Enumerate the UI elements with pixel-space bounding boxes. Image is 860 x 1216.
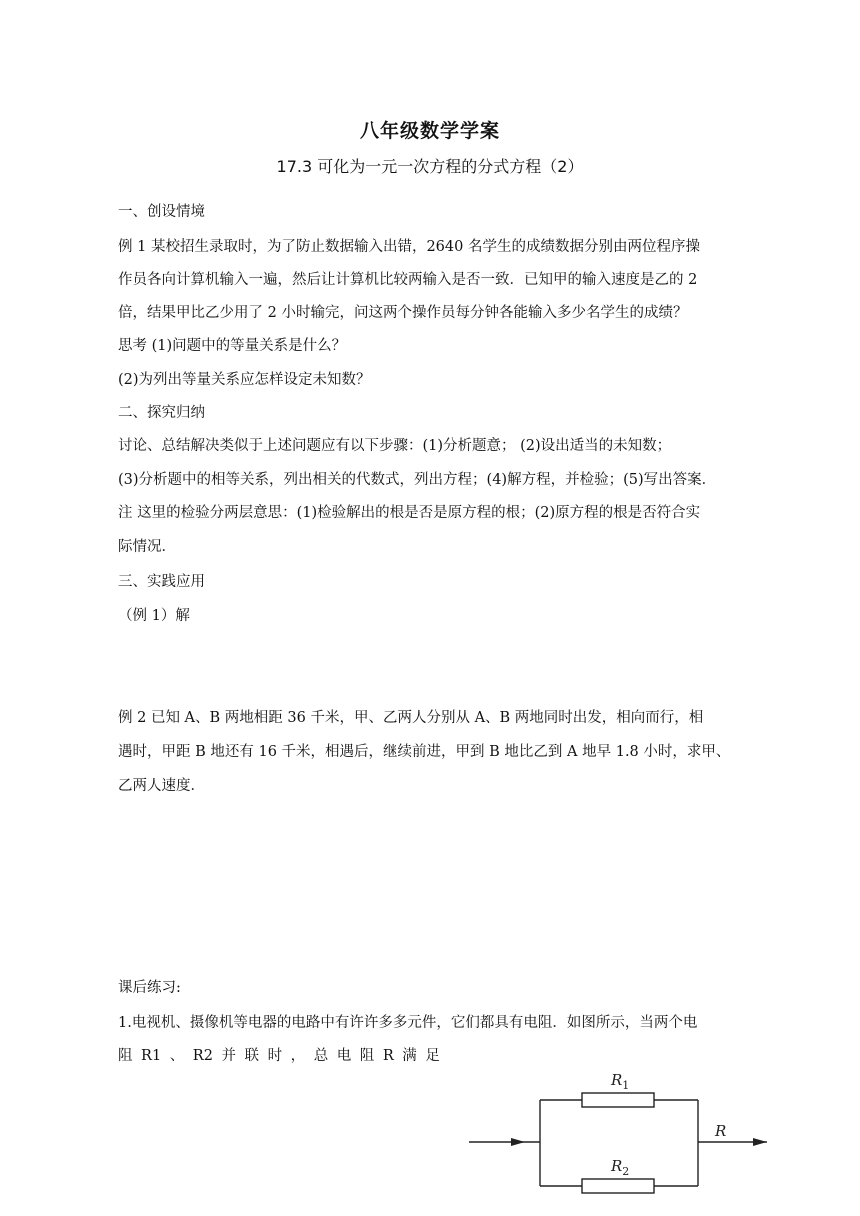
example2-line-2: 遇时，甲距 B 地还有 16 千米，相遇后，继续前进，甲到 B 地比乙到 A 地早 1.8 小时，求甲、 [118, 744, 731, 760]
section1-heading: 一、创设情境 [118, 204, 205, 220]
word: ， [290, 1048, 306, 1064]
word: 时 [267, 1048, 283, 1064]
section2-line-4: 际情况． [118, 539, 176, 555]
r2-label: $R_2$ [611, 1157, 630, 1178]
think-question-1: 思考 (1)问题中的等量关系是什么？ [118, 338, 347, 354]
page-subtitle: 17.3 可化为一元一次方程的分式方程（2） [276, 157, 584, 176]
section2-line-3: 注 这里的检验分两层意思：(1)检验解出的根是否是原方程的根；(2)原方程的根是否符合实 [118, 505, 701, 521]
section2-line-1: 讨论、总结解决类似于上述问题应有以下步骤：(1)分析题意； (2)设出适当的未知数； [118, 438, 672, 454]
solution-label: （例 1）解 [118, 608, 190, 624]
think-question-2: (2)为列出等量关系应怎样设定未知数？ [118, 372, 371, 388]
parallel-circuit-diagram [465, 1070, 785, 1200]
word: 电 [336, 1048, 352, 1064]
word: 、 [169, 1048, 185, 1064]
word: R2 [192, 1048, 213, 1064]
example2-line-3: 乙两人速度． [118, 778, 205, 794]
example1-line-3: 倍，结果甲比乙少用了 2 小时输完，问这两个操作员每分钟各能输入多少名学生的成绩？ [118, 305, 688, 321]
section2-heading: 二、探究归纳 [118, 405, 205, 421]
total-resistance-label: R [715, 1122, 727, 1140]
word: 并 [221, 1048, 236, 1064]
word: 阻 [118, 1048, 133, 1064]
example2-line-1: 例 2 已知 A、B 两地相距 36 千米，甲、乙两人分别从 A、B 两地同时出发，相向而行，相 [118, 710, 704, 726]
exercise-line-1: 1.电视机、摄像机等电器的电路中有许许多多元件，它们都具有电阻．如图所示，当两个电 [118, 1015, 698, 1031]
page-title: 八年级数学学案 [359, 120, 500, 142]
exercise-heading: 课后练习: [118, 980, 181, 996]
output-arrow-icon [753, 1138, 767, 1146]
word: 满 [402, 1048, 417, 1064]
word: 足 [425, 1048, 440, 1064]
word: 阻 [359, 1048, 375, 1064]
r1-label: $R_1$ [611, 1071, 630, 1092]
resistor-r2 [582, 1179, 654, 1193]
exercise-line-2 [118, 1046, 448, 1066]
section3-heading: 三、实践应用 [118, 574, 205, 590]
word: R1 [141, 1048, 162, 1064]
exercise-line-2-words [118, 1046, 440, 1066]
example1-line-2: 作员各向计算机输入一遍，然后让计算机比较两输入是否一致．已知甲的输入速度是乙的 2 [118, 272, 698, 288]
input-arrow-icon [511, 1138, 525, 1146]
section2-line-2: (3)分析题中的相等关系，列出相关的代数式，列出方程；(4)解方程，并检验；(5)写出答案． [118, 472, 717, 488]
resistor-r1 [582, 1093, 654, 1107]
word: R [382, 1048, 394, 1064]
word: 联 [244, 1048, 260, 1064]
word: 总 [313, 1048, 329, 1064]
example1-line-1: 例 1 某校招生录取时，为了防止数据输入出错，2640 名学生的成绩数据分别由两位程序操 [118, 239, 700, 255]
